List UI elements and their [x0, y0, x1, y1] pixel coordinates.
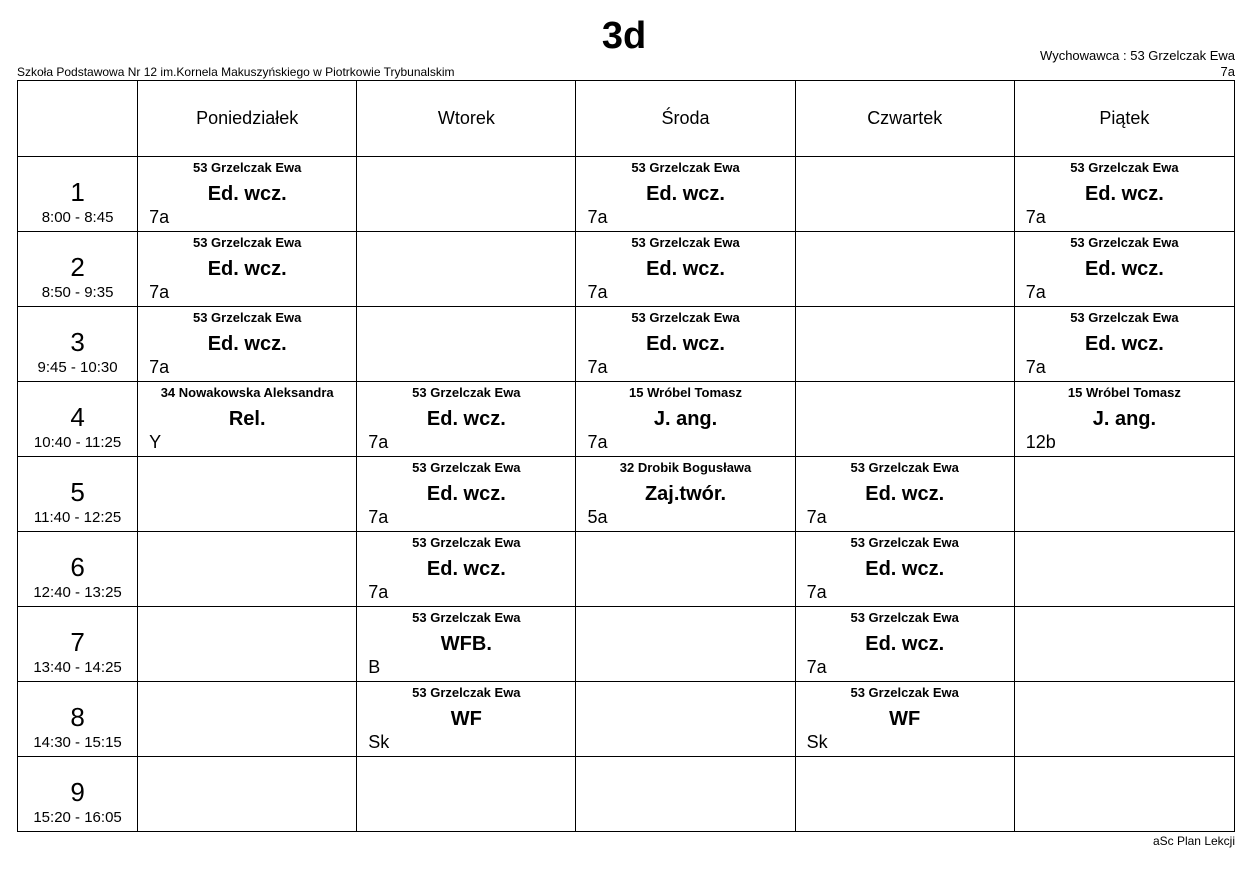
day-header: Wtorek — [357, 81, 576, 157]
lesson-room: 7a — [587, 357, 608, 377]
period-time: 12:40 - 13:25 — [33, 584, 122, 601]
lesson-teacher: 15 Wróbel Tomasz — [629, 385, 742, 400]
lesson-teacher: 53 Grzelczak Ewa — [631, 235, 740, 250]
lesson-room: Y — [149, 432, 162, 452]
lesson-cell — [1014, 382, 1234, 457]
lesson-teacher: 53 Grzelczak Ewa — [192, 235, 302, 250]
lesson-room: 7a — [149, 357, 170, 377]
lesson-subject: Ed. wcz. — [865, 558, 945, 580]
empty-cell — [795, 157, 1014, 232]
empty-cell — [1014, 457, 1234, 532]
period-time: 8:00 - 8:45 — [41, 209, 114, 226]
lesson-teacher: 53 Grzelczak Ewa — [1070, 235, 1179, 250]
empty-cell — [138, 532, 357, 607]
period-time: 9:45 - 10:30 — [37, 359, 118, 376]
lesson-room: 7a — [806, 507, 827, 527]
tutor-room: 7a — [1220, 64, 1235, 79]
page-title: 3d — [601, 15, 647, 57]
lesson-subject: Ed. wcz. — [646, 333, 725, 355]
lesson-subject: J. ang. — [1092, 408, 1157, 430]
lesson-subject: Ed. wcz. — [426, 408, 506, 430]
empty-cell — [357, 157, 576, 232]
lesson-subject: Ed. wcz. — [207, 258, 287, 280]
lesson-teacher: 53 Grzelczak Ewa — [631, 310, 740, 325]
lesson-cell — [795, 682, 1014, 757]
period-time: 15:20 - 16:05 — [33, 809, 122, 826]
lesson-room: Sk — [806, 732, 828, 752]
lesson-subject: Rel. — [228, 408, 266, 430]
lesson-cell — [1014, 232, 1234, 307]
period-row — [18, 232, 1235, 307]
empty-cell — [1014, 532, 1234, 607]
period-cell — [18, 532, 138, 607]
lesson-subject: Ed. wcz. — [865, 633, 945, 655]
class-tutor: Wychowawca : 53 Grzelczak Ewa — [1040, 48, 1235, 63]
period-cell — [18, 457, 138, 532]
lesson-teacher: 53 Grzelczak Ewa — [631, 160, 740, 175]
period-number: 6 — [70, 552, 85, 582]
lesson-room: 7a — [1025, 357, 1046, 377]
period-time: 10:40 - 11:25 — [33, 434, 122, 451]
empty-cell — [795, 232, 1014, 307]
lesson-teacher: 53 Grzelczak Ewa — [412, 460, 521, 475]
lesson-subject: Ed. wcz. — [426, 483, 506, 505]
lesson-cell — [1014, 157, 1234, 232]
lesson-teacher: 53 Grzelczak Ewa — [850, 685, 959, 700]
lesson-teacher: 53 Grzelczak Ewa — [1070, 310, 1179, 325]
lesson-cell — [357, 607, 576, 682]
period-cell — [18, 682, 138, 757]
period-time: 11:40 - 12:25 — [33, 509, 122, 526]
period-cell — [18, 232, 138, 307]
lesson-room: 7a — [587, 282, 608, 302]
lesson-cell — [1014, 307, 1234, 382]
empty-cell — [357, 232, 576, 307]
lesson-subject: J. ang. — [653, 408, 718, 430]
day-header: Czwartek — [795, 81, 1014, 157]
lesson-cell — [357, 682, 576, 757]
timetable — [17, 80, 1235, 832]
lesson-teacher: 53 Grzelczak Ewa — [1070, 160, 1179, 175]
lesson-teacher: 53 Grzelczak Ewa — [850, 610, 959, 625]
period-time: 13:40 - 14:25 — [33, 659, 122, 676]
lesson-cell — [138, 232, 357, 307]
footer-credit: aSc Plan Lekcji — [1152, 834, 1235, 848]
lesson-teacher: 53 Grzelczak Ewa — [192, 160, 302, 175]
empty-cell — [138, 607, 357, 682]
period-number: 8 — [70, 702, 85, 732]
lesson-subject: Ed. wcz. — [646, 183, 725, 205]
lesson-subject: Ed. wcz. — [865, 483, 945, 505]
lesson-cell — [795, 607, 1014, 682]
lesson-subject: Ed. wcz. — [1084, 258, 1164, 280]
lesson-teacher: 53 Grzelczak Ewa — [412, 610, 521, 625]
period-row — [18, 682, 1235, 757]
period-number: 2 — [70, 252, 85, 282]
lesson-room: 12b — [1025, 432, 1056, 452]
lesson-subject: Ed. wcz. — [426, 558, 506, 580]
lesson-teacher: 53 Grzelczak Ewa — [412, 385, 521, 400]
lesson-teacher: 34 Nowakowska Aleksandra — [160, 385, 334, 400]
lesson-room: 7a — [149, 207, 170, 227]
lesson-room: 5a — [587, 507, 608, 527]
period-row — [18, 307, 1235, 382]
lesson-subject: WF — [450, 708, 482, 730]
lesson-room: 7a — [368, 432, 389, 452]
period-cell — [18, 607, 138, 682]
lesson-room: Sk — [368, 732, 390, 752]
empty-cell — [138, 682, 357, 757]
empty-cell — [138, 757, 357, 832]
lesson-room: 7a — [149, 282, 170, 302]
period-number: 5 — [70, 477, 85, 507]
lesson-subject: Ed. wcz. — [207, 333, 287, 355]
empty-cell — [1014, 607, 1234, 682]
day-header: Środa — [576, 81, 795, 157]
empty-cell — [1014, 682, 1234, 757]
empty-cell — [576, 607, 795, 682]
period-cell — [18, 157, 138, 232]
period-cell — [18, 382, 138, 457]
lesson-subject: WFB. — [440, 633, 492, 655]
lesson-room: 7a — [806, 582, 827, 602]
lesson-cell — [138, 307, 357, 382]
period-row — [18, 157, 1235, 232]
lesson-cell — [357, 382, 576, 457]
lesson-cell — [795, 457, 1014, 532]
period-cell — [18, 307, 138, 382]
period-row — [18, 607, 1235, 682]
period-number: 7 — [70, 627, 85, 657]
lesson-room: B — [368, 657, 381, 677]
lesson-subject: WF — [889, 708, 921, 730]
period-cell — [18, 757, 138, 832]
day-header: Piątek — [1014, 81, 1234, 157]
period-row — [18, 757, 1235, 832]
empty-cell — [1014, 757, 1234, 832]
lesson-teacher: 15 Wróbel Tomasz — [1067, 385, 1181, 400]
school-name: Szkoła Podstawowa Nr 12 im.Kornela Makuszyńskiego w Piotrkowie Trybunalskim — [17, 65, 455, 79]
period-row — [18, 457, 1235, 532]
empty-cell — [795, 382, 1014, 457]
period-time: 14:30 - 15:15 — [33, 734, 122, 751]
lesson-subject: Ed. wcz. — [207, 183, 287, 205]
period-number: 3 — [70, 327, 85, 357]
lesson-cell — [576, 382, 795, 457]
lesson-room: 7a — [587, 432, 608, 452]
lesson-cell — [576, 307, 795, 382]
lesson-cell — [576, 157, 795, 232]
period-number: 4 — [70, 402, 85, 432]
lesson-room: 7a — [1025, 207, 1046, 227]
lesson-cell — [357, 532, 576, 607]
lesson-cell — [357, 457, 576, 532]
lesson-subject: Ed. wcz. — [1084, 183, 1164, 205]
lesson-teacher: 32 Drobik Bogusława — [619, 460, 752, 475]
lesson-room: 7a — [587, 207, 608, 227]
lesson-teacher: 53 Grzelczak Ewa — [850, 460, 959, 475]
timetable-body — [18, 157, 1235, 832]
lesson-cell — [576, 232, 795, 307]
period-number: 9 — [70, 777, 85, 807]
lesson-cell — [576, 457, 795, 532]
day-header: Poniedziałek — [138, 81, 357, 157]
lesson-subject: Ed. wcz. — [1084, 333, 1164, 355]
lesson-room: 7a — [806, 657, 827, 677]
lesson-teacher: 53 Grzelczak Ewa — [412, 535, 521, 550]
lesson-teacher: 53 Grzelczak Ewa — [412, 685, 521, 700]
period-time: 8:50 - 9:35 — [41, 284, 114, 301]
empty-cell — [576, 682, 795, 757]
lesson-subject: Ed. wcz. — [646, 258, 725, 280]
lesson-cell — [138, 382, 357, 457]
empty-cell — [795, 307, 1014, 382]
lesson-subject: Zaj.twór. — [644, 483, 727, 505]
empty-cell — [576, 532, 795, 607]
period-number: 1 — [70, 177, 85, 207]
lesson-cell — [795, 532, 1014, 607]
empty-cell — [357, 307, 576, 382]
empty-cell — [795, 757, 1014, 832]
days-header-row — [18, 81, 1235, 157]
empty-cell — [576, 757, 795, 832]
lesson-teacher: 53 Grzelczak Ewa — [850, 535, 959, 550]
lesson-teacher: 53 Grzelczak Ewa — [192, 310, 302, 325]
period-row — [18, 532, 1235, 607]
corner-cell — [18, 81, 138, 157]
lesson-room: 7a — [368, 582, 389, 602]
empty-cell — [138, 457, 357, 532]
period-row — [18, 382, 1235, 457]
lesson-cell — [138, 157, 357, 232]
empty-cell — [357, 757, 576, 832]
lesson-room: 7a — [1025, 282, 1046, 302]
lesson-room: 7a — [368, 507, 389, 527]
